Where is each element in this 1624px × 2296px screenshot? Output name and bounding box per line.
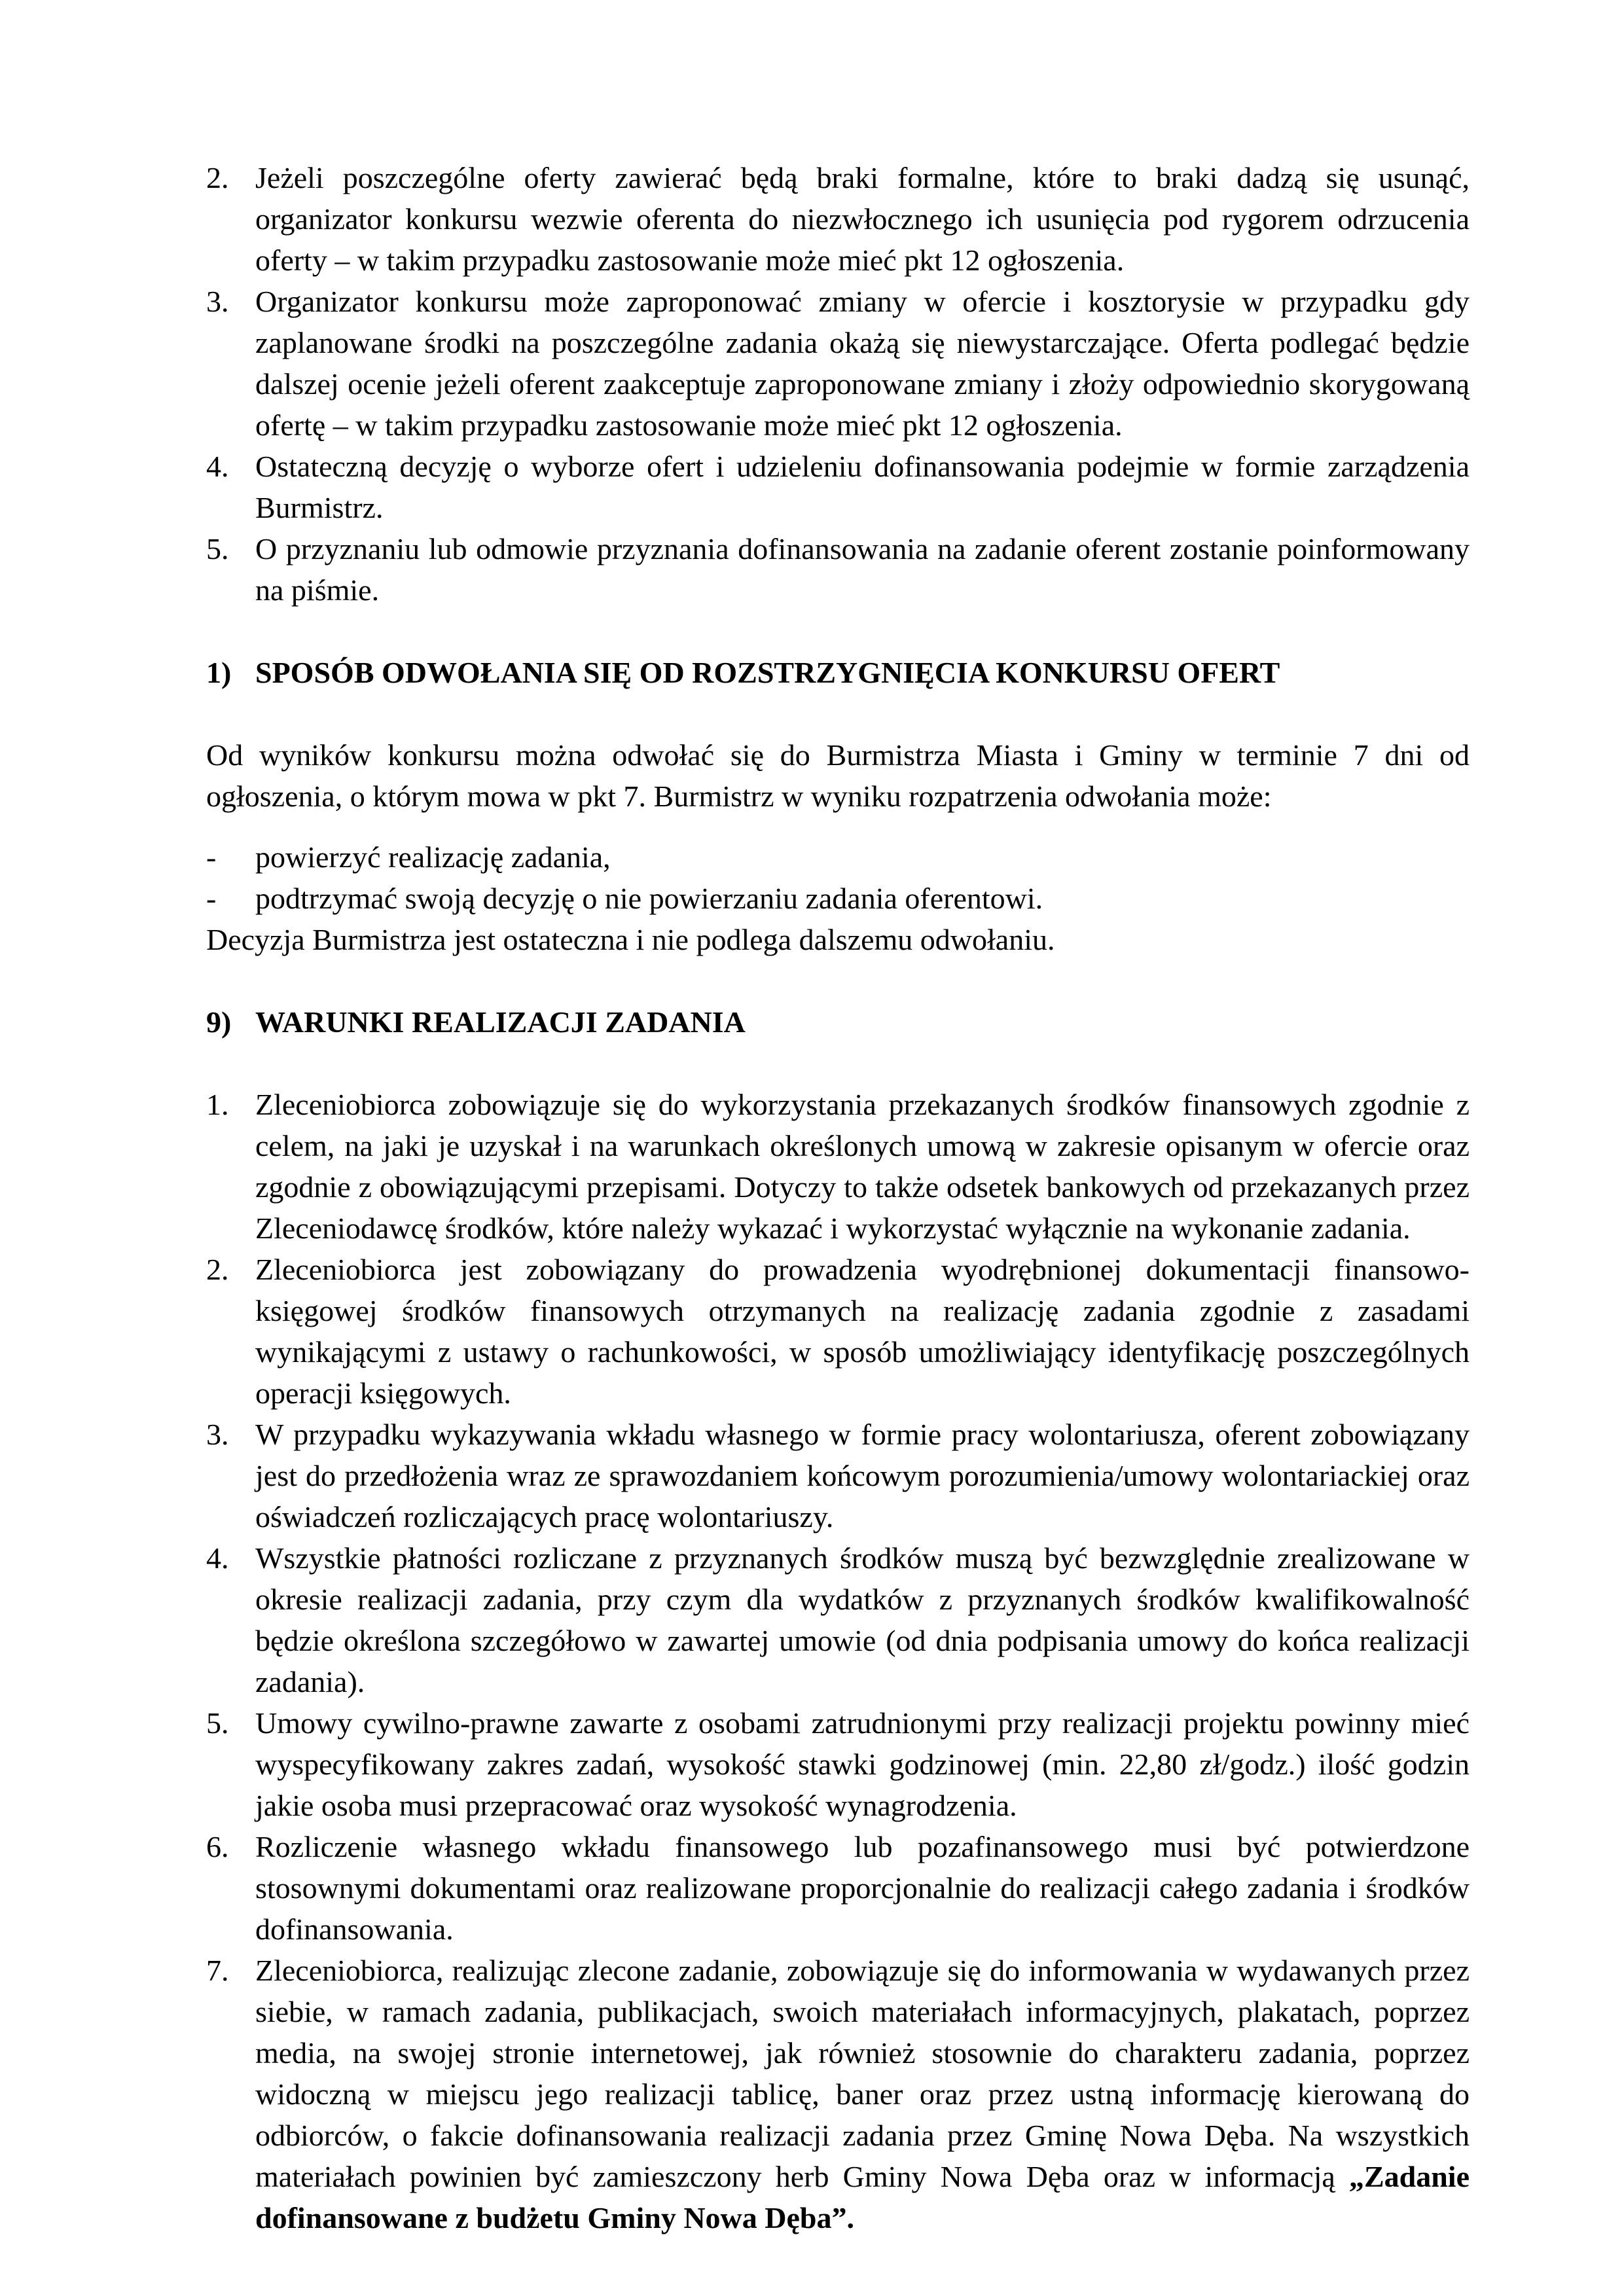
list-item bbox=[206, 1702, 1470, 1826]
list-item bbox=[206, 1084, 1470, 1249]
list-item bbox=[206, 1249, 1470, 1414]
item-text: Rozliczenie własnego wkładu finansowego lub pozafinansowego musi być potwierdzone stosownymi dokumentami oraz realizowane proporcjonalnie do realizacji całego zadania i środków dofinansowania. bbox=[255, 1830, 1470, 1946]
item-text: Zleceniobiorca jest zobowiązany do prowadzenia wyodrębnionej dokumentacji finansowo-księgowej środków finansowych otrzymanych na realizację zadania zgodnie z zasadami wynikającymi z ustawy o rachunkowości, w sposób umożliwiający identyfikację poszczególnych operacji księgowych. bbox=[255, 1253, 1470, 1410]
list-item bbox=[206, 1537, 1470, 1702]
section-heading-conditions bbox=[206, 1001, 1470, 1043]
item-number: 3. bbox=[206, 285, 229, 318]
item-number: 2. bbox=[206, 1253, 229, 1286]
item-text: O przyznaniu lub odmowie przyznania dofinansowania na zadanie oferent zostanie poinformowany na piśmie. bbox=[255, 532, 1470, 607]
appeal-option bbox=[206, 836, 1470, 878]
item-text: Wszystkie płatności rozliczane z przyznanych środków muszą być bezwzględnie zrealizowane w okresie realizacji zadania, przy czym dla wydatków z przyznanych środków kwalifikowalność będzie określona szczegółowo w zawartej umowie (od dnia podpisania umowy do końca realizacji zadania). bbox=[255, 1541, 1470, 1698]
list-item bbox=[206, 157, 1470, 281]
item-number: 5. bbox=[206, 532, 229, 565]
item-text-container bbox=[255, 1950, 1470, 2238]
appeal-closing: Decyzja Burmistrza jest ostateczna i nie podlega dalszemu odwołaniu. bbox=[206, 923, 1055, 956]
item-text: Organizator konkursu może zaproponować zmiany w ofercie i kosztorysie w przypadku gdy zaplanowane środki na poszczególne zadania okażą się niewystarczające. Oferta podlegać będzie dalszej ocenie jeżeli oferent zaakceptuje zaproponowane zmiany i złoży odpowiednio skorygowaną ofertę – w takim przypadku zastosowanie może mieć pkt 12 ogłoszenia. bbox=[255, 285, 1470, 442]
section-title: SPOSÓB ODWOŁANIA SIĘ OD ROZSTRZYGNIĘCIA KONKURSU OFERT bbox=[255, 656, 1280, 689]
item-text: Umowy cywilno-prawne zawarte z osobami zatrudnionymi przy realizacji projektu powinny mieć wyspecyfikowany zakres zadań, wysokość stawki godzinowej (min. 22,80 zł/godz.) ilość godzin jakie osoba musi przepracować oraz wysokość wynagrodzenia. bbox=[255, 1706, 1470, 1822]
bold-quote: „Zadanie dofinansowane z budżetu Gminy Nowa Dęba”. bbox=[255, 2160, 1470, 2234]
item-number: 2. bbox=[206, 161, 229, 194]
dash-bullet: - bbox=[206, 882, 217, 915]
item-text: Zleceniobiorca zobowiązuje się do wykorzystania przekazanych środków finansowych zgodnie z celem, na jaki je uzyskał i na warunkach określonych umową w zakresie opisanym w ofercie oraz zgodnie z obowiązującymi przepisami. Dotyczy to także odsetek bankowych od przekazanych przez Zleceniodawcę środków, które należy wykazać i wykorzystać wyłącznie na wykonanie zadania. bbox=[255, 1088, 1470, 1245]
item-number: 1. bbox=[206, 1088, 229, 1121]
item-text: Ostateczną decyzję o wyborze ofert i udzieleniu dofinansowania podejmie w formie zarządzenia Burmistrz. bbox=[255, 450, 1470, 524]
section-title: WARUNKI REALIZACJI ZADANIA bbox=[255, 1005, 746, 1039]
option-text: powierzyć realizację zadania, bbox=[255, 840, 611, 874]
list-item bbox=[206, 528, 1470, 611]
appeal-option bbox=[206, 878, 1470, 919]
spacer bbox=[206, 817, 1470, 836]
item-number: 4. bbox=[206, 450, 229, 483]
dash-bullet: - bbox=[206, 840, 217, 874]
item-number: 3. bbox=[206, 1418, 229, 1451]
document-page bbox=[206, 157, 1470, 2238]
section-heading-appeal bbox=[206, 652, 1470, 693]
item-number: 5. bbox=[206, 1706, 229, 1740]
item-text: W przypadku wykazywania wkładu własnego w formie pracy wolontariusza, oferent zobowiązany jest do przedłożenia wraz ze sprawozdaniem końcowym porozumienia/umowy wolontariackiej oraz oświadczeń rozliczających pracę wolontariuszy. bbox=[255, 1418, 1470, 1534]
list-item bbox=[206, 1826, 1470, 1950]
option-text: podtrzymać swoją decyzję o nie powierzaniu zadania oferentowi. bbox=[255, 882, 1043, 915]
list-item bbox=[206, 1950, 1470, 2238]
item-text: Zleceniobiorca, realizując zlecone zadanie, zobowiązuje się do informowania w wydawanych przez siebie, w ramach zadania, publikacjach, swoich materiałach informacyjnych, plakatach, poprzez media, na swojej stronie internetowej, jak również stosownie do charakteru zadania, poprzez widoczną w miejscu jego realizacji tablicę, baner oraz przez ustną informację kierowaną do odbiorców, o fakcie dofinansowania realizacji zadania przez Gminę Nowa Dęba. Na wszystkich materiałach powinien być zamieszczony herb Gminy Nowa Dęba oraz w informacją bbox=[255, 1954, 1470, 2193]
section-number: 1) bbox=[206, 656, 232, 689]
item-text: Jeżeli poszczególne oferty zawierać będą braki formalne, które to braki dadzą się usunąć, organizator konkursu wezwie oferenta do niezwłocznego ich usunięcia pod rygorem odrzucenia oferty – w takim przypadku zastosowanie może mieć pkt 12 ogłoszenia. bbox=[255, 161, 1470, 277]
appeal-intro: Od wyników konkursu można odwołać się do Burmistrza Miasta i Gminy w terminie 7 dni od ogłoszenia, o którym mowa w pkt 7. Burmistrz w wyniku rozpatrzenia odwołania może: bbox=[206, 738, 1470, 813]
list-item bbox=[206, 281, 1470, 446]
item-number: 7. bbox=[206, 1954, 229, 1987]
item-number: 4. bbox=[206, 1541, 229, 1575]
item-number: 6. bbox=[206, 1830, 229, 1863]
list-item bbox=[206, 446, 1470, 528]
section-number: 9) bbox=[206, 1005, 232, 1039]
list-item bbox=[206, 1414, 1470, 1537]
